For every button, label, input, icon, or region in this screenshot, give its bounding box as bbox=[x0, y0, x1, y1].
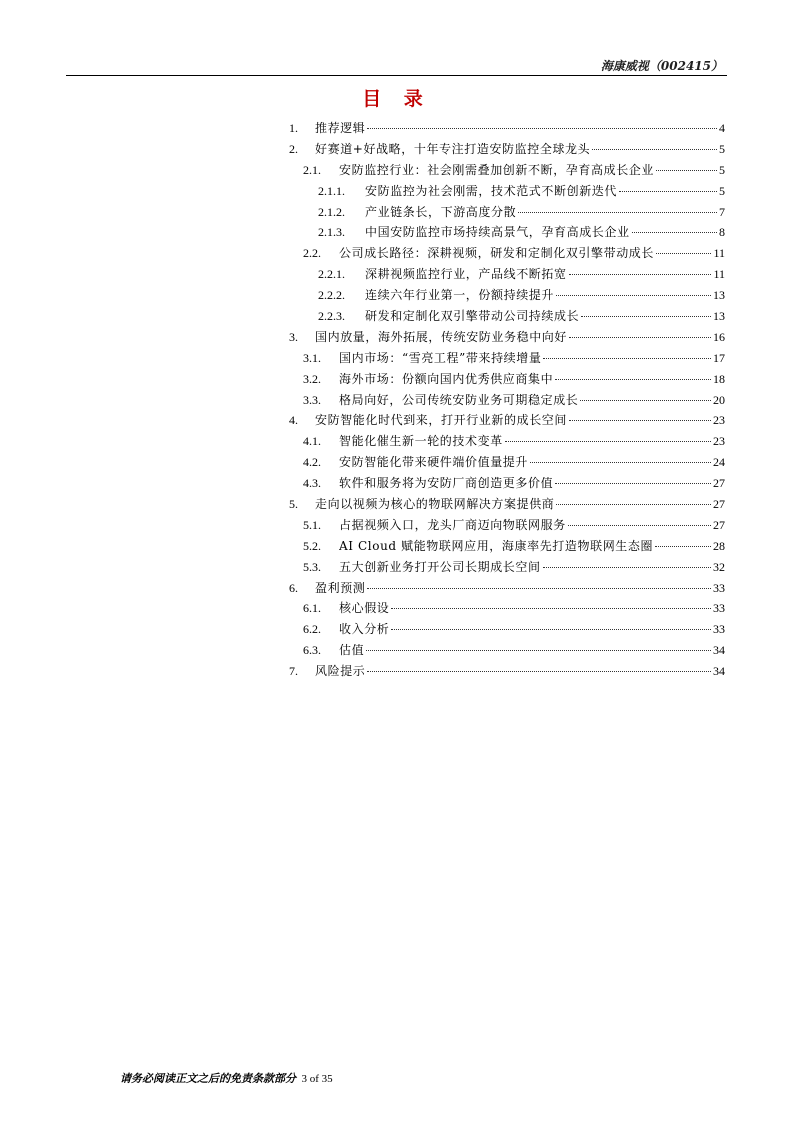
toc-entry-page: 27 bbox=[713, 476, 725, 491]
toc-entry[interactable] bbox=[289, 557, 725, 578]
toc-entry[interactable] bbox=[289, 264, 725, 285]
toc-entry-title: 推荐逻辑 bbox=[315, 121, 366, 135]
toc-entry-title: 海外市场：份额向国内优秀供应商集中 bbox=[339, 371, 554, 386]
toc-entry-page: 27 bbox=[713, 517, 725, 532]
toc-entry-title: 软件和服务将为安防厂商创造更多价值 bbox=[339, 476, 554, 491]
toc-entry-page: 16 bbox=[713, 329, 725, 344]
toc-entry-number: 4.3. bbox=[303, 476, 321, 491]
toc-entry-page: 34 bbox=[713, 664, 725, 679]
toc-dot-leader bbox=[518, 212, 717, 213]
toc-entry-page: 23 bbox=[713, 434, 725, 449]
footer-disclaimer: 请务必阅读正文之后的免责条款部分 bbox=[120, 1072, 296, 1085]
toc-entry[interactable] bbox=[289, 452, 725, 473]
toc-dot-leader bbox=[367, 128, 717, 129]
toc-entry-number: 3.1. bbox=[303, 350, 321, 365]
toc-entry-number: 4.2. bbox=[303, 455, 321, 470]
toc-dot-leader bbox=[656, 170, 717, 171]
toc-dot-leader bbox=[569, 420, 711, 421]
toc-entry-number: 2.2.1. bbox=[318, 267, 345, 282]
toc-dot-leader bbox=[592, 149, 717, 150]
toc-entry-number: 4.1. bbox=[303, 434, 321, 449]
toc-entry-title: 估值 bbox=[339, 643, 365, 658]
toc-entry-number: 7. bbox=[289, 664, 298, 679]
report-header-title: 海康威视（002415） bbox=[600, 59, 723, 73]
toc-entry-number: 2.2. bbox=[303, 246, 321, 261]
toc-entry-page: 11 bbox=[713, 246, 725, 261]
toc-heading: 目 录 bbox=[362, 88, 431, 110]
toc-entry-title: 中国安防监控市场持续高景气，孕育高成长企业 bbox=[365, 225, 630, 240]
header-divider bbox=[66, 75, 727, 76]
toc-entry-page: 5 bbox=[719, 162, 725, 177]
toc-entry-number: 3.3. bbox=[303, 392, 321, 407]
toc-dot-leader bbox=[543, 567, 711, 568]
toc-entry-number: 5.3. bbox=[303, 559, 321, 574]
toc-entry-title: 研发和定制化双引擎带动公司持续成长 bbox=[365, 309, 580, 324]
toc-entry-title: 占据视频入口，龙头厂商迈向物联网服务 bbox=[339, 517, 566, 532]
toc-dot-leader bbox=[555, 379, 711, 380]
toc-entry-title: 安防监控行业：社会刚需叠加创新不断，孕育高成长企业 bbox=[339, 162, 655, 177]
toc-dot-leader bbox=[568, 525, 711, 526]
toc-dot-leader bbox=[580, 400, 711, 401]
toc-entry-page: 20 bbox=[713, 392, 725, 407]
toc-entry[interactable] bbox=[289, 640, 725, 661]
toc-entry[interactable] bbox=[289, 536, 725, 557]
toc-entry-title: 收入分析 bbox=[339, 622, 390, 637]
toc-dot-leader bbox=[505, 441, 711, 442]
toc-entry-title: 盈利预测 bbox=[315, 580, 366, 595]
toc-entry[interactable] bbox=[289, 160, 725, 181]
toc-entry-number: 4. bbox=[289, 413, 298, 428]
toc-entry-number: 2.2.3. bbox=[318, 309, 345, 324]
toc-entry[interactable] bbox=[289, 243, 725, 264]
toc-dot-leader bbox=[367, 588, 711, 589]
toc-entry-page: 24 bbox=[713, 455, 725, 470]
toc-entry[interactable] bbox=[289, 181, 725, 202]
toc-entry-title: 智能化催生新一轮的技术变革 bbox=[339, 434, 503, 449]
toc-entry-page: 7 bbox=[719, 204, 725, 219]
toc-entry-page: 4 bbox=[719, 121, 725, 135]
page-footer bbox=[120, 1070, 333, 1086]
toc-dot-leader bbox=[366, 650, 711, 651]
toc-entry-page: 17 bbox=[713, 350, 725, 365]
toc-entry-page: 23 bbox=[713, 413, 725, 428]
toc-entry[interactable] bbox=[289, 285, 725, 306]
toc-entry-page: 27 bbox=[713, 497, 725, 512]
toc-entry[interactable] bbox=[289, 348, 725, 369]
toc-dot-leader bbox=[556, 295, 711, 296]
toc-entry[interactable] bbox=[289, 390, 725, 411]
toc-dot-leader bbox=[543, 358, 711, 359]
toc-entry[interactable] bbox=[289, 410, 725, 431]
toc-entry-title: 走向以视频为核心的物联网解决方案提供商 bbox=[315, 497, 555, 512]
toc-entry[interactable] bbox=[289, 118, 725, 139]
table-of-contents bbox=[289, 118, 725, 682]
toc-dot-leader bbox=[555, 483, 711, 484]
toc-entry-number: 5.2. bbox=[303, 538, 321, 553]
toc-entry-page: 33 bbox=[713, 622, 725, 637]
toc-dot-leader bbox=[569, 337, 711, 338]
toc-entry-title: 安防智能化带来硬件端价值量提升 bbox=[339, 455, 529, 470]
toc-entry[interactable] bbox=[289, 327, 725, 348]
toc-entry-number: 3.2. bbox=[303, 371, 321, 386]
toc-entry-page: 32 bbox=[713, 559, 725, 574]
toc-entry[interactable] bbox=[289, 431, 725, 452]
toc-entry-number: 2.1.1. bbox=[318, 183, 345, 198]
toc-entry-title: 国内放量，海外拓展，传统安防业务稳中向好 bbox=[315, 329, 568, 344]
toc-entry-number: 1. bbox=[289, 121, 298, 135]
toc-entry-page: 18 bbox=[713, 371, 725, 386]
toc-entry-page: 28 bbox=[713, 538, 725, 553]
toc-dot-leader bbox=[581, 316, 711, 317]
toc-dot-leader bbox=[569, 274, 712, 275]
toc-entry-title: 五大创新业务打开公司长期成长空间 bbox=[339, 559, 541, 574]
toc-dot-leader bbox=[632, 232, 717, 233]
toc-dot-leader bbox=[656, 253, 711, 254]
toc-dot-leader bbox=[556, 504, 711, 505]
toc-dot-leader bbox=[391, 629, 711, 630]
toc-entry-page: 11 bbox=[713, 267, 725, 282]
toc-dot-leader bbox=[391, 608, 711, 609]
page-number: 3 of 35 bbox=[301, 1073, 333, 1085]
toc-entry-page: 13 bbox=[713, 288, 725, 303]
toc-entry-page: 34 bbox=[713, 643, 725, 658]
toc-entry-title: 安防智能化时代到来，打开行业新的成长空间 bbox=[315, 413, 568, 428]
toc-entry-number: 5.1. bbox=[303, 517, 321, 532]
toc-dot-leader bbox=[367, 671, 711, 672]
toc-entry-title: 深耕视频监控行业，产品线不断拓宽 bbox=[365, 267, 567, 282]
toc-entry-title: 格局向好，公司传统安防业务可期稳定成长 bbox=[339, 392, 579, 407]
toc-dot-leader bbox=[530, 462, 711, 463]
toc-entry-title: 国内市场：“雪亮工程”带来持续增量 bbox=[339, 350, 542, 365]
toc-entry-page: 5 bbox=[719, 141, 725, 156]
toc-entry[interactable] bbox=[289, 494, 725, 515]
toc-entry-number: 2.1.3. bbox=[318, 225, 345, 240]
toc-entry[interactable] bbox=[289, 473, 725, 494]
toc-entry-title: 风险提示 bbox=[315, 664, 366, 679]
toc-entry-number: 5. bbox=[289, 497, 298, 512]
toc-entry-page: 33 bbox=[713, 580, 725, 595]
toc-entry-number: 3. bbox=[289, 329, 298, 344]
toc-entry-title: 公司成长路径：深耕视频，研发和定制化双引擎带动成长 bbox=[339, 246, 655, 261]
toc-entry[interactable] bbox=[289, 598, 725, 619]
toc-entry-page: 5 bbox=[719, 183, 725, 198]
toc-entry[interactable] bbox=[289, 139, 725, 160]
toc-dot-leader bbox=[655, 546, 711, 547]
toc-entry-title: 产业链条长，下游高度分散 bbox=[365, 204, 517, 219]
toc-entry-page: 8 bbox=[719, 225, 725, 240]
toc-entry-number: 2.1. bbox=[303, 162, 321, 177]
toc-entry-title: 安防监控为社会刚需，技术范式不断创新迭代 bbox=[365, 183, 618, 198]
toc-entry-title: 核心假设 bbox=[339, 601, 390, 616]
toc-entry-page: 13 bbox=[713, 309, 725, 324]
toc-entry[interactable] bbox=[289, 515, 725, 536]
toc-entry[interactable] bbox=[289, 202, 725, 223]
toc-entry-number: 6.3. bbox=[303, 643, 321, 658]
toc-entry-number: 2.2.2. bbox=[318, 288, 345, 303]
toc-dot-leader bbox=[619, 191, 717, 192]
toc-entry[interactable] bbox=[289, 369, 725, 390]
toc-entry[interactable] bbox=[289, 222, 725, 243]
toc-entry-number: 6. bbox=[289, 580, 298, 595]
toc-entry[interactable] bbox=[289, 619, 725, 640]
toc-entry[interactable] bbox=[289, 578, 725, 599]
toc-entry-page: 33 bbox=[713, 601, 725, 616]
toc-entry-number: 2.1.2. bbox=[318, 204, 345, 219]
toc-entry-number: 2. bbox=[289, 141, 298, 156]
toc-entry-title: AI Cloud 赋能物联网应用，海康率先打造物联网生态圈 bbox=[339, 538, 654, 553]
toc-entry-title: 连续六年行业第一，份额持续提升 bbox=[365, 288, 555, 303]
toc-entry[interactable] bbox=[289, 306, 725, 327]
toc-entry-title: 好赛道+好战略，十年专注打造安防监控全球龙头 bbox=[315, 141, 591, 156]
toc-entry[interactable] bbox=[289, 661, 725, 682]
toc-entry-number: 6.2. bbox=[303, 622, 321, 637]
toc-entry-number: 6.1. bbox=[303, 601, 321, 616]
